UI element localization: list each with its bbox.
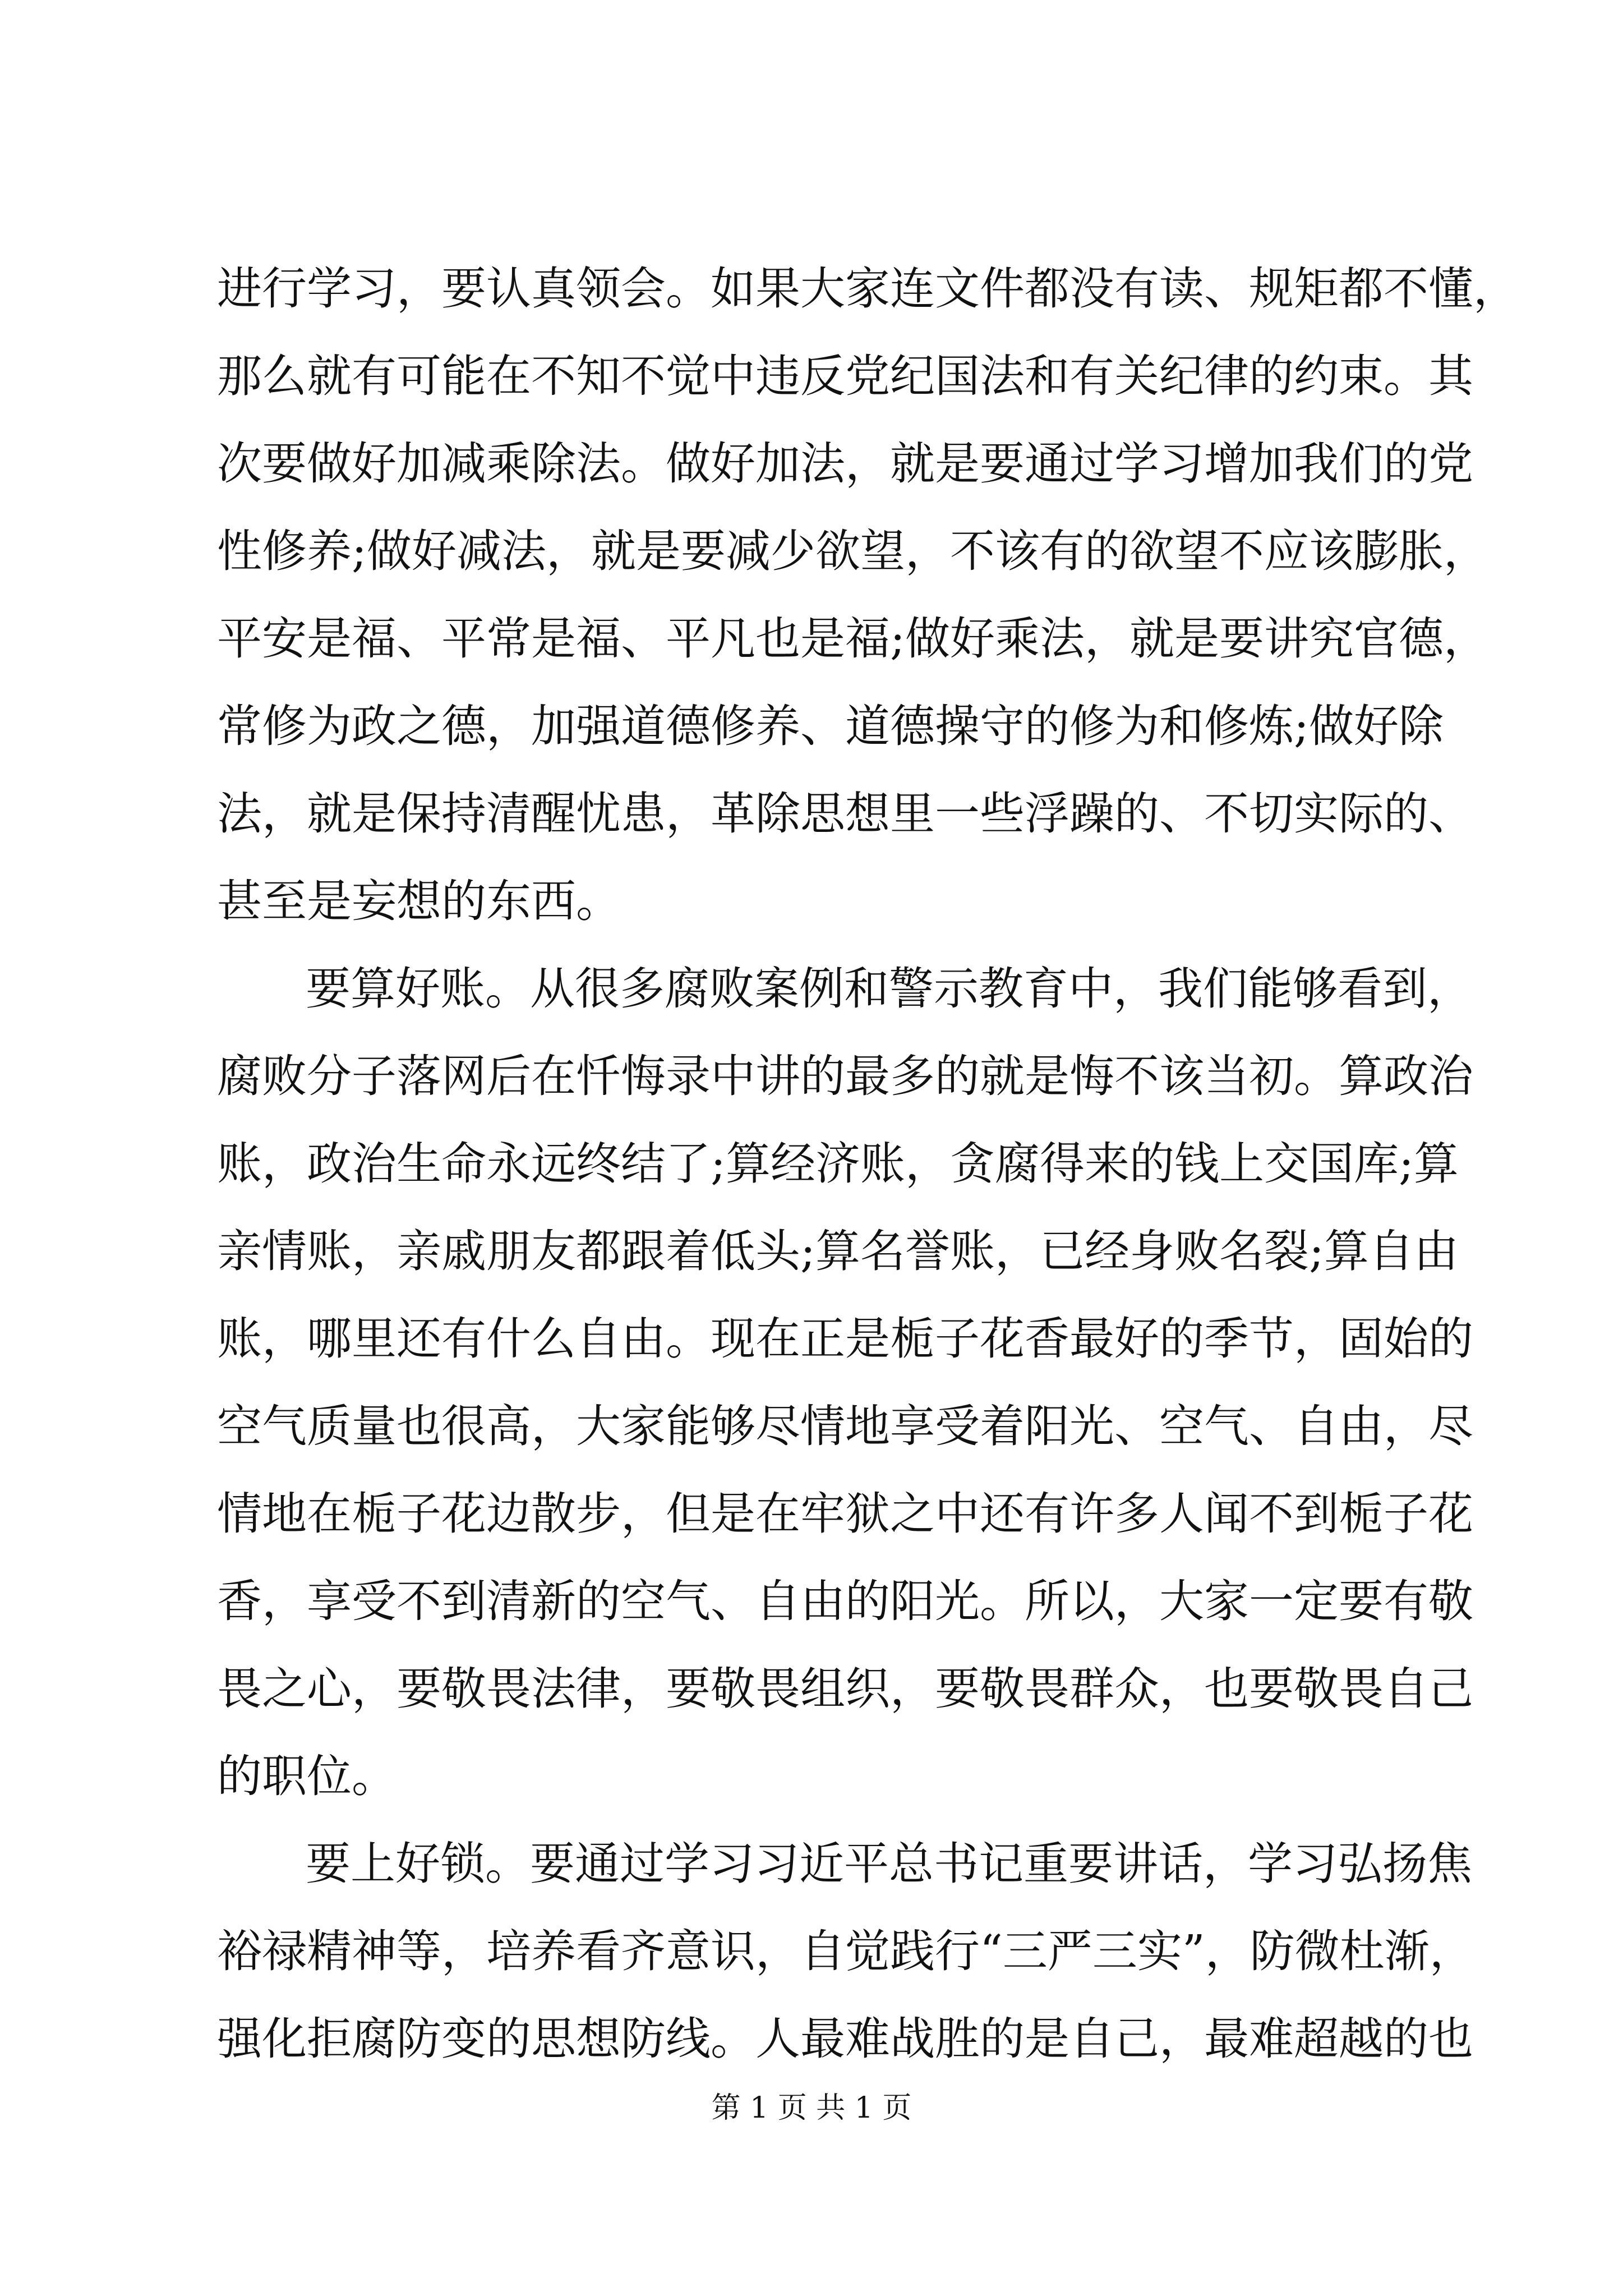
text-line: 强化拒腐防变的思想防线。人最难战胜的是自己，最难超越的也	[217, 2013, 1473, 2065]
text-line: 亲情账，亲戚朋友都跟着低头;算名誉账，已经身败名裂;算自由	[217, 1225, 1459, 1277]
text-line: 平安是福、平常是福、平凡也是福;做好乘法，就是要讲究官德，	[217, 613, 1488, 665]
text-line: 那么就有可能在不知不觉中违反党纪国法和有关纪律的约束。其	[217, 350, 1473, 402]
text-line: 空气质量也很高，大家能够尽情地享受着阳光、空气、自由，尽	[217, 1400, 1473, 1452]
paragraph-first-line: 要上好锁。要通过学习习近平总书记重要讲话，学习弘扬焦	[306, 1838, 1472, 1890]
text-line: 情地在栀子花边散步，但是在牢狱之中还有许多人闻不到栀子花	[217, 1488, 1473, 1540]
text-line: 进行学习，要认真领会。如果大家连文件都没有读、规矩都不懂，	[217, 263, 1518, 315]
text-line: 裕禄精神等，培养看齐意识，自觉践行“三严三实”，防微杜渐，	[217, 1925, 1474, 1977]
text-line: 账，哪里还有什么自由。现在正是栀子花香最好的季节，固始的	[217, 1313, 1473, 1365]
text-line: 法，就是保持清醒忧患，革除思想里一些浮躁的、不切实际的、	[217, 788, 1473, 840]
text-line: 账，政治生命永远终结了;算经济账，贪腐得来的钱上交国库;算	[217, 1138, 1459, 1190]
text-line: 香，享受不到清新的空气、自由的阳光。所以，大家一定要有敬	[217, 1575, 1473, 1627]
text-line: 腐败分子落网后在忏悔录中讲的最多的就是悔不该当初。算政治	[217, 1050, 1473, 1102]
text-line: 次要做好加减乘除法。做好加法，就是要通过学习增加我们的党	[217, 438, 1473, 490]
text-line: 的职位。	[217, 1750, 396, 1802]
text-line: 畏之心，要敬畏法律，要敬畏组织，要敬畏群众，也要敬畏自己	[217, 1663, 1473, 1715]
text-line: 性修养;做好减法，就是要减少欲望，不该有的欲望不应该膨胀，	[217, 525, 1488, 577]
text-line: 常修为政之德，加强道德修养、道德操守的修为和修炼;做好除	[217, 700, 1444, 752]
page-footer: 第 1 页 共 1 页	[711, 2091, 912, 2125]
paragraph-first-line: 要算好账。从很多腐败案例和警示教育中，我们能够看到，	[306, 963, 1472, 1015]
text-line: 甚至是妄想的东西。	[217, 875, 621, 927]
